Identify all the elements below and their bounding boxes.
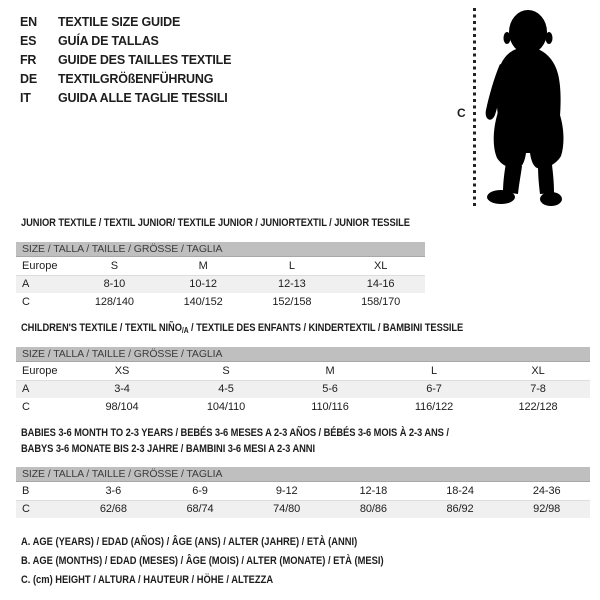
table-cell: 3-4 (114, 383, 130, 395)
language-title: TEXTILGRÖßENFÜHRUNG (58, 72, 214, 86)
row-label: Europe (22, 365, 58, 377)
table-cell: 104/110 (206, 401, 246, 413)
table-title-line2: BABYS 3-6 MONATE BIS 2-3 JAHRE / BAMBINI 3-6 MESI A 2-3 ANNI (21, 443, 315, 455)
language-code: IT (20, 91, 31, 105)
language-title-list (20, 13, 231, 108)
table-cell: 92/98 (533, 503, 561, 515)
table-cell: 68/74 (186, 503, 214, 515)
language-code: EN (20, 15, 37, 29)
table-cell: 158/170 (361, 296, 401, 308)
row-label: A (22, 278, 30, 290)
dashed-measure-line-icon (473, 8, 476, 207)
table-row (16, 275, 425, 293)
language-title: TEXTILE SIZE GUIDE (58, 15, 181, 29)
table-cell: 3-6 (105, 485, 122, 497)
table-rows (16, 257, 425, 311)
language-row (20, 51, 231, 70)
row-label: C (22, 503, 30, 515)
table-cell: 5-6 (322, 383, 338, 395)
table-cell: 14-16 (366, 278, 395, 290)
table-rows (16, 362, 590, 416)
language-row (20, 89, 231, 108)
table-cell: 62/68 (99, 503, 127, 515)
table-cell: 152/158 (272, 296, 312, 308)
table-cell: 8-10 (103, 278, 126, 290)
table-title (21, 322, 505, 335)
language-title: GUIDA ALLE TAGLIE TESSILI (58, 91, 228, 105)
table-cell: 4-5 (218, 383, 234, 395)
table-row (16, 293, 425, 311)
table-cell: 12-13 (278, 278, 306, 290)
row-label: A (22, 383, 30, 395)
table-cell: 122/128 (518, 401, 558, 413)
language-row (20, 13, 231, 32)
language-title: GUIDE DES TAILLES TEXTILE (58, 53, 232, 67)
size-header-bar: SIZE / TALLA / TAILLE / GRÖSSE / TAGLIA (16, 347, 590, 362)
table-row (16, 380, 590, 398)
size-header-bar: SIZE / TALLA / TAILLE / GRÖSSE / TAGLIA (16, 467, 590, 482)
table-cell: L (430, 365, 438, 377)
table-cell: XL (373, 260, 388, 272)
title-subscript: /A (181, 326, 189, 335)
title-part: / TEXTILE DES ENFANTS / KINDERTEXTIL / BAMBINI TESSILE (188, 322, 464, 334)
language-title: GUÍA DE TALLAS (58, 34, 159, 48)
language-row (20, 70, 231, 89)
language-code: ES (20, 34, 37, 48)
table-cell: 12-18 (359, 485, 388, 497)
junior-textile-table (16, 217, 425, 311)
table-cell: 9-12 (275, 485, 298, 497)
table-cell: 7-8 (530, 383, 546, 395)
footnote-text: B. AGE (MONTHS) / EDAD (MESES) / ÂGE (MOIS) / ALTER (MONATE) / ETÀ (MESI) (21, 555, 384, 567)
table-cell: L (288, 260, 295, 272)
table-rows (16, 482, 590, 518)
childrens-textile-table (16, 322, 590, 416)
table-cell: 80/86 (359, 503, 387, 515)
row-label: C (22, 296, 30, 308)
table-title-line1: BABIES 3-6 MONTH TO 2-3 YEARS / BEBÉS 3-6 MESES A 2-3 AÑOS / BÉBÉS 3-6 MOIS À 2-3 ANS / (21, 427, 449, 439)
row-label: C (22, 401, 30, 413)
table-cell: 24-36 (532, 485, 561, 497)
table-row (16, 398, 590, 416)
table-cell: 140/152 (183, 296, 223, 308)
table-cell: 86/92 (446, 503, 474, 515)
footnote-line (21, 552, 448, 571)
table-cell: XL (531, 365, 545, 377)
baby-silhouette-icon (478, 8, 578, 208)
row-label: Europe (22, 260, 58, 272)
table-cell: 6-7 (426, 383, 442, 395)
table-cell: S (222, 365, 230, 377)
table-row (16, 362, 590, 380)
size-header-bar: SIZE / TALLA / TAILLE / GRÖSSE / TAGLIA (16, 242, 425, 257)
table-row (16, 482, 590, 500)
table-cell: XS (114, 365, 130, 377)
language-code: FR (20, 53, 37, 67)
footnote-line (21, 533, 448, 552)
row-label: B (22, 485, 30, 497)
height-measure-label: C (457, 106, 466, 120)
table-row (16, 257, 425, 275)
table-cell: 110/116 (311, 401, 349, 413)
babies-textile-table (16, 427, 590, 518)
footnote-legend (21, 533, 448, 590)
footnote-line (21, 571, 448, 590)
table-cell: M (325, 365, 335, 377)
table-cell: 18-24 (446, 485, 474, 497)
language-code: DE (20, 72, 37, 86)
table-cell: 74/80 (273, 503, 301, 515)
table-cell: 116/122 (414, 401, 454, 413)
table-cell: 10-12 (189, 278, 217, 290)
title-part: CHILDREN'S TEXTILE / TEXTIL NIÑO (21, 322, 182, 334)
table-cell: 128/140 (94, 296, 134, 308)
table-cell: M (198, 260, 208, 272)
table-cell: S (110, 260, 118, 272)
footnote-text: A. AGE (YEARS) / EDAD (AÑOS) / ÂGE (ANS) / ALTER (JAHRE) / ETÀ (ANNI) (21, 536, 358, 548)
footnote-text: C. (cm) HEIGHT / ALTURA / HAUTEUR / HÖHE / ALTEZZA (21, 574, 274, 586)
table-cell: 98/104 (105, 401, 139, 413)
language-row (20, 32, 231, 51)
table-cell: 6-9 (192, 485, 208, 497)
table-row (16, 500, 590, 518)
table-title: JUNIOR TEXTILE / TEXTIL JUNIOR/ TEXTILE JUNIOR / JUNIORTEXTIL / JUNIOR TESSILE (21, 217, 410, 229)
